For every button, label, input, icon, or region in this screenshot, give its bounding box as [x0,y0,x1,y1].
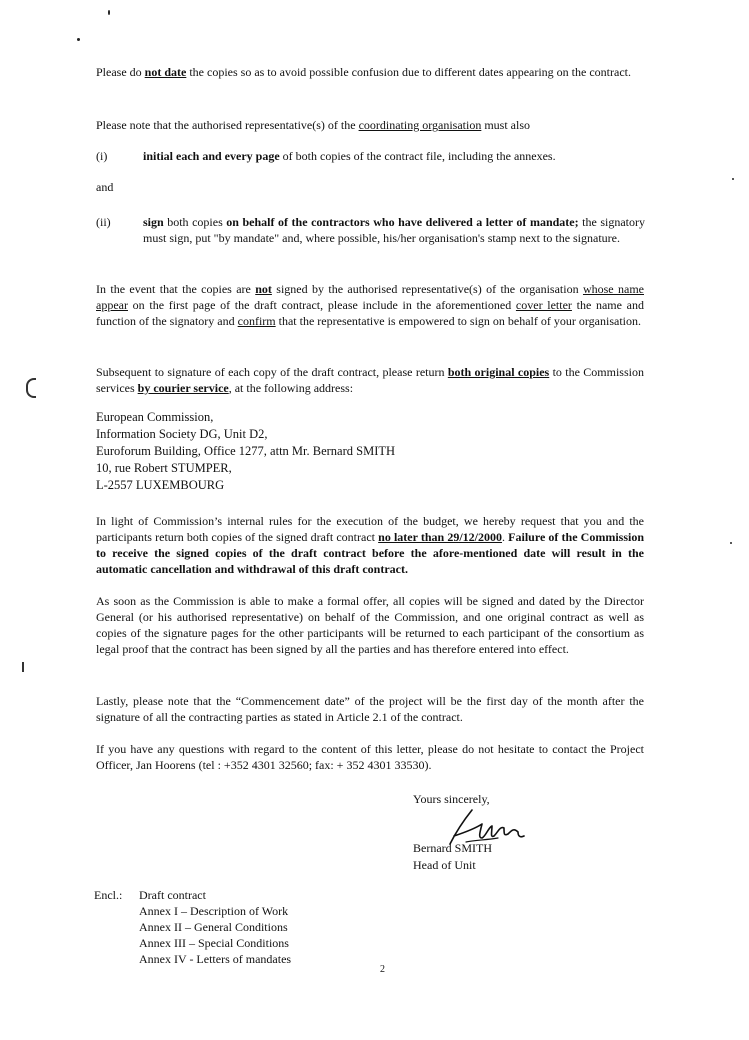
scan-speck [77,38,80,41]
scan-speck [730,542,732,544]
emphasis-cover-letter: cover letter [515,298,572,312]
text: . [617,231,620,245]
scan-speck [732,178,734,180]
text: In the event that the copies are [96,282,256,296]
enclosures-list [139,887,291,967]
emphasis-initial: initial each and every page [143,149,280,163]
address-line: Euroforum Building, Office 1277, attn Mr. Bernard SMITH [96,444,396,458]
emphasis-both-copies: both original copies [447,365,550,379]
signatory-name: Bernard SMITH [413,841,492,855]
text: Subsequent to signature of each copy of the draft contract, please return [96,365,448,379]
enclosure-item: Annex II – General Conditions [139,920,288,934]
warning-cancellation: Failure of the Commission to receive the signed copies of the draft contract before the afore-mentioned date will result in the automatic cancellation and withdrawal of this draft contract. [96,530,645,576]
address-line: European Commission, [96,410,214,424]
paragraph-commencement: Lastly, please note that the “Commencement date” of the project will be the first day of the month after the signature of all the contracting parties as stated in Article 2.1 of the contract. [96,694,644,724]
enclosures-label: Encl.: [94,888,123,902]
mailing-address [96,409,395,494]
paragraph-no-date [96,64,644,80]
emphasis-by-mandate: sign, put "by mandate" and, where possible, his/her organisation's stamp next to the signature [169,231,617,245]
emphasis-not: not [255,282,272,296]
paragraph-not-signed [96,281,644,329]
emphasis-not-date: not date [144,65,187,79]
emphasis-courier: by courier service [137,381,229,395]
text: the signatory must [143,215,646,245]
text: the name and function of the signatory and [96,298,644,328]
and-word: and [96,180,114,194]
text: , at the following address: [228,381,354,395]
enclosure-item: Annex I – Description of Work [139,904,289,918]
text: that the representative is empowered to sign on behalf of your organisation. [275,314,641,328]
text: the copies so as to avoid possible confusion due to different dates appearing on the contract. [186,65,631,79]
item-text-ii [143,214,645,246]
enclosure-item: Draft contract [139,888,206,902]
paragraph-return-copies [96,364,644,396]
paragraph-contact: If you have any questions with regard to the content of this letter, please do not hesitate to contact the Project Officer, Jan Hoorens (tel : +352 4301 32560; fax: + 352 4301 33530). [96,742,644,772]
text: Please do [96,65,145,79]
text: of both copies of the contract file, [279,149,448,163]
item-number-ii: (ii) [96,215,111,229]
text: Please note that the authorised representative(s) of the [96,118,359,132]
text: on the first page of the draft contract, please include in the aforementioned [127,298,516,312]
emphasis-on-behalf: on behalf of the contractors who have delivered a letter of mandate; [226,215,579,229]
punch-hole-mark [22,662,30,672]
text: signed by the authorised representative(s) of the organisation [271,282,583,296]
punch-hole-mark [26,378,36,398]
text: . [502,530,506,544]
text: In light of Commission’s internal rules for the execution of the budget, we hereby request that you and the participants return both copies of the signed draft contract [96,514,644,544]
text: to the Commission services [96,365,644,395]
emphasis-confirm: confirm [237,314,276,328]
scan-speck [108,10,110,15]
page-number: 2 [380,964,385,975]
enclosure-item: Annex III – Special Conditions [139,936,289,950]
paragraph-formal-offer: As soon as the Commission is able to make a formal offer, all copies will be signed and dated by the Director General (or his authorised representative) on behalf of the Commission, and one original contract as well as copies of the signature pages for the other participants will be returned to each participant of the consortium as legal proof that the contract has been signed by all the parties and has therefore entered into effect. [96,594,644,656]
emphasis-deadline-date: no later than 29/12/2000 [378,530,503,544]
item-text-i [143,148,645,164]
paragraph-coordinating [96,117,644,133]
item-number-i: (i) [96,149,108,163]
address-line: Information Society DG, Unit D2, [96,427,268,441]
paragraph-deadline [96,513,644,577]
emphasis-annexes: including the annexes. [447,149,556,163]
emphasis-coordinating-organisation: coordinating organisation [358,118,482,132]
text: must also [481,118,531,132]
emphasis-whose-name: whose name appear [96,282,644,312]
enclosure-item: Annex IV - Letters of mandates [139,952,292,966]
address-line: L-2557 LUXEMBOURG [96,478,225,492]
text: both copies [163,215,227,229]
emphasis-sign: sign [143,215,164,229]
closing-salutation: Yours sincerely, [413,792,490,806]
address-line: 10, rue Robert STUMPER, [96,461,232,475]
signatory-title: Head of Unit [413,858,476,872]
